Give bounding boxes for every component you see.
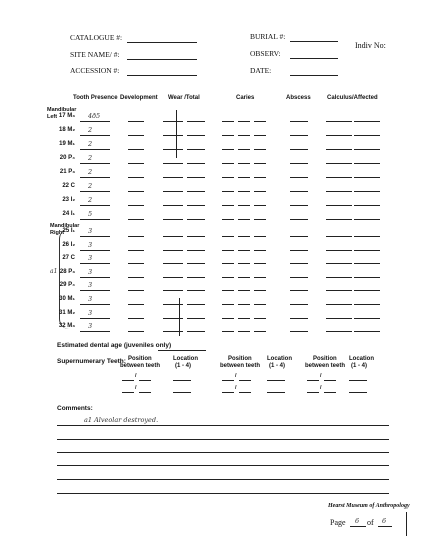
abscess-field[interactable]: [290, 177, 308, 178]
position-slash: /: [135, 385, 137, 391]
calculus-field-1[interactable]: [326, 219, 352, 220]
museum-name: Hearst Museum of Anthropology: [328, 503, 410, 509]
calculus-field-2[interactable]: [354, 331, 380, 332]
wear-field-1[interactable]: [163, 177, 183, 178]
calculus-field-2[interactable]: [354, 304, 380, 305]
caries-field-2[interactable]: [238, 121, 250, 122]
position-field-b[interactable]: [139, 380, 151, 381]
location-field[interactable]: [173, 392, 191, 393]
presence-value: 5: [88, 210, 93, 218]
tooth-label: 21 P₃: [59, 169, 75, 175]
caries-field-3[interactable]: [254, 177, 266, 178]
presence-field[interactable]: [80, 121, 110, 122]
development-field[interactable]: [128, 163, 144, 164]
development-field[interactable]: [128, 277, 144, 278]
position-slash: /: [320, 385, 322, 391]
location-field[interactable]: [267, 380, 285, 381]
presence-field[interactable]: [80, 277, 110, 278]
page-total-line: [378, 526, 392, 527]
wear-field-2[interactable]: [187, 277, 205, 278]
wear-divider: [176, 110, 177, 158]
presence-value: 3: [88, 227, 93, 235]
caries-field-3[interactable]: [254, 121, 266, 122]
tooth-label: 17 M₃: [58, 113, 75, 119]
presence-value: 3: [88, 322, 93, 331]
calculus-field-1[interactable]: [326, 177, 352, 178]
position-field-a[interactable]: [307, 380, 319, 381]
mandibular-left-label-2: Left: [47, 114, 58, 120]
development-field[interactable]: [128, 135, 144, 136]
position-slash: /: [235, 385, 237, 391]
caries-field-1[interactable]: [222, 163, 234, 164]
wear-field-1[interactable]: [163, 219, 183, 220]
presence-field[interactable]: [80, 331, 110, 332]
abscess-field[interactable]: [290, 236, 308, 237]
caries-field-1[interactable]: [222, 263, 234, 264]
presence-field[interactable]: [80, 318, 110, 319]
development-field[interactable]: [128, 205, 144, 206]
mandibular-right-label-1: Mandibular: [50, 223, 80, 229]
wear-field-1[interactable]: [163, 163, 183, 164]
caries-field-2[interactable]: [238, 177, 250, 178]
caries-field-1[interactable]: [222, 149, 234, 150]
abscess-field[interactable]: [290, 205, 308, 206]
col-calculus: Calculus/Affected: [327, 95, 378, 101]
wear-field-2[interactable]: [187, 177, 205, 178]
col-caries: Caries: [236, 95, 255, 101]
comment-line[interactable]: [57, 465, 389, 466]
location-label: Location: [267, 356, 292, 362]
col-abscess: Abscess: [286, 95, 311, 101]
burial-field[interactable]: [290, 41, 338, 42]
caries-field-3[interactable]: [254, 290, 266, 291]
abscess-field[interactable]: [290, 277, 308, 278]
calculus-field-1[interactable]: [326, 205, 352, 206]
caries-field-1[interactable]: [222, 177, 234, 178]
caries-field-2[interactable]: [238, 163, 250, 164]
location-label: Location: [173, 356, 198, 362]
position-sublabel: between teeth: [120, 363, 161, 369]
calculus-field-2[interactable]: [354, 205, 380, 206]
comment-line[interactable]: [57, 425, 389, 426]
presence-field[interactable]: [80, 191, 110, 192]
location-sublabel: (1 - 4): [351, 363, 368, 369]
caries-field-3[interactable]: [254, 263, 266, 264]
calculus-field-1[interactable]: [326, 149, 352, 150]
tooth-label: 25 I₁: [62, 228, 75, 234]
position-field-a[interactable]: [122, 392, 134, 393]
caries-field-1[interactable]: [222, 318, 234, 319]
calculus-field-2[interactable]: [354, 277, 380, 278]
wear-field-2[interactable]: [187, 236, 205, 237]
position-sublabel: between teeth: [305, 363, 346, 369]
location-sublabel: (1 - 4): [269, 363, 286, 369]
presence-value: 2: [88, 168, 93, 176]
position-slash: /: [235, 373, 237, 379]
of-label: of: [367, 518, 374, 527]
comments-label: Comments:: [57, 405, 93, 412]
tooth-label: 28 P₃: [59, 268, 75, 275]
calculus-field-1[interactable]: [326, 277, 352, 278]
caries-field-3[interactable]: [254, 149, 266, 150]
presence-field[interactable]: [80, 219, 110, 220]
date-label: DATE:: [250, 66, 272, 75]
presence-field[interactable]: [80, 177, 110, 178]
wear-field-2[interactable]: [187, 263, 205, 264]
presence-field[interactable]: [80, 135, 110, 136]
mandibular-right-label-2: Right: [50, 230, 65, 236]
comments-text: a1 Alveolar destroyed.: [84, 416, 159, 424]
position-field-b[interactable]: [139, 392, 151, 393]
mandibular-left-label-1: Mandibular: [47, 107, 77, 113]
caries-field-1[interactable]: [222, 205, 234, 206]
position-field-b[interactable]: [324, 392, 336, 393]
caries-field-2[interactable]: [238, 219, 250, 220]
position-label: Position: [313, 356, 337, 362]
position-label: Position: [228, 356, 252, 362]
caries-field-3[interactable]: [254, 191, 266, 192]
calculus-field-1[interactable]: [326, 121, 352, 122]
caries-field-1[interactable]: [222, 219, 234, 220]
location-field[interactable]: [349, 380, 367, 381]
abscess-field[interactable]: [290, 135, 308, 136]
caries-field-2[interactable]: [238, 135, 250, 136]
presence-field[interactable]: [80, 205, 110, 206]
presence-value: 3: [88, 308, 93, 317]
caries-field-2[interactable]: [238, 304, 250, 305]
page-num-line: [350, 526, 366, 527]
col-tooth-presence: Tooth Presence: [73, 95, 118, 101]
development-field[interactable]: [128, 219, 144, 220]
abscess-field[interactable]: [290, 331, 308, 332]
presence-value: 2: [88, 182, 93, 190]
abscess-field[interactable]: [290, 250, 308, 251]
date-field[interactable]: [290, 75, 338, 76]
wear-field-1[interactable]: [163, 121, 183, 122]
abscess-field[interactable]: [290, 219, 308, 220]
col-wear: Wear /Total: [168, 95, 200, 101]
caries-field-1[interactable]: [222, 304, 234, 305]
wear-field-1[interactable]: [163, 263, 183, 264]
wear-field-2[interactable]: [187, 250, 205, 251]
wear-field-2[interactable]: [187, 304, 205, 305]
estimated-age-label: Estimated dental age (juveniles only): [57, 342, 172, 349]
position-field-a[interactable]: [222, 380, 234, 381]
calculus-field-1[interactable]: [326, 304, 352, 305]
page-label: Page: [330, 518, 346, 527]
wear-field-1[interactable]: [163, 205, 183, 206]
position-slash: /: [320, 373, 322, 379]
tooth-label: 18 M₂: [58, 127, 75, 133]
presence-value: 3: [88, 254, 93, 263]
wear-field-2[interactable]: [187, 163, 205, 164]
comment-line[interactable]: [57, 479, 389, 480]
tooth-label: 31 M₂: [58, 309, 75, 316]
position-field-b[interactable]: [239, 380, 251, 381]
caries-field-2[interactable]: [238, 205, 250, 206]
caries-field-3[interactable]: [254, 219, 266, 220]
tooth-label: 20 P₄: [59, 155, 75, 161]
caries-field-1[interactable]: [222, 331, 234, 332]
position-sublabel: between teeth: [220, 363, 261, 369]
calculus-field-1[interactable]: [326, 250, 352, 251]
wear-field-1[interactable]: [163, 236, 183, 237]
calculus-field-1[interactable]: [326, 263, 352, 264]
position-field-a[interactable]: [307, 392, 319, 393]
calculus-field-2[interactable]: [354, 250, 380, 251]
calculus-field-1[interactable]: [326, 290, 352, 291]
caries-field-1[interactable]: [222, 236, 234, 237]
calculus-field-2[interactable]: [354, 191, 380, 192]
development-field[interactable]: [128, 331, 144, 332]
margin-mark: [406, 512, 407, 536]
calculus-field-2[interactable]: [354, 177, 380, 178]
presence-value: 3: [88, 295, 93, 303]
wear-field-2[interactable]: [187, 331, 205, 332]
wear-divider: [179, 298, 180, 336]
abscess-field[interactable]: [290, 149, 308, 150]
caries-field-2[interactable]: [238, 149, 250, 150]
presence-field[interactable]: [80, 149, 110, 150]
presence-value: 4ð5: [88, 112, 101, 120]
calculus-field-2[interactable]: [354, 121, 380, 122]
caries-field-1[interactable]: [222, 135, 234, 136]
abscess-field[interactable]: [290, 304, 308, 305]
presence-field[interactable]: [80, 163, 110, 164]
wear-field-1[interactable]: [163, 318, 183, 319]
calculus-field-2[interactable]: [354, 163, 380, 164]
position-slash: /: [135, 373, 137, 379]
tooth-label: 29 P₄: [59, 282, 75, 289]
tooth-label: 30 M₁: [59, 296, 75, 302]
wear-field-1[interactable]: [163, 191, 183, 192]
caries-field-1[interactable]: [222, 250, 234, 251]
wear-field-2[interactable]: [187, 191, 205, 192]
abscess-field[interactable]: [290, 263, 308, 264]
calculus-field-2[interactable]: [354, 263, 380, 264]
caries-field-1[interactable]: [222, 191, 234, 192]
wear-field-1[interactable]: [163, 290, 183, 291]
development-field[interactable]: [128, 149, 144, 150]
abscess-field[interactable]: [290, 318, 308, 319]
tooth-label: 32 M₃: [58, 323, 75, 330]
wear-field-1[interactable]: [163, 304, 183, 305]
abscess-field[interactable]: [290, 121, 308, 122]
calculus-field-2[interactable]: [354, 219, 380, 220]
calculus-field-1[interactable]: [326, 163, 352, 164]
abscess-field[interactable]: [290, 290, 308, 291]
tooth-label: 26 I₂: [62, 241, 75, 248]
accession-label: ACCESSION #:: [70, 66, 120, 75]
wear-field-1[interactable]: [163, 331, 183, 332]
tooth-label: 24 I₁: [62, 211, 75, 217]
wear-field-2[interactable]: [187, 149, 205, 150]
tooth-label: 22 C: [62, 183, 75, 189]
wear-field-1[interactable]: [163, 135, 183, 136]
calculus-field-1[interactable]: [326, 331, 352, 332]
site-field[interactable]: [127, 59, 197, 60]
presence-field[interactable]: [80, 290, 110, 291]
presence-field[interactable]: [80, 250, 110, 251]
development-field[interactable]: [128, 236, 144, 237]
tooth-label: 23 I₂: [62, 197, 75, 203]
presence-value: 2: [88, 196, 93, 204]
caries-field-3[interactable]: [254, 205, 266, 206]
location-field[interactable]: [349, 392, 367, 393]
site-label: SITE NAME/ #:: [70, 50, 120, 59]
position-field-b[interactable]: [239, 392, 251, 393]
wear-field-2[interactable]: [187, 219, 205, 220]
development-field[interactable]: [128, 191, 144, 192]
location-field[interactable]: [173, 380, 191, 381]
presence-value: 3: [88, 267, 93, 276]
observ-field[interactable]: [290, 58, 338, 59]
caries-field-2[interactable]: [238, 236, 250, 237]
right-side-note: a1: [50, 268, 58, 275]
tooth-label: 27 C: [62, 255, 75, 262]
caries-field-3[interactable]: [254, 236, 266, 237]
wear-field-1[interactable]: [163, 149, 183, 150]
wear-field-2[interactable]: [187, 318, 205, 319]
caries-field-2[interactable]: [238, 331, 250, 332]
caries-field-1[interactable]: [222, 121, 234, 122]
development-field[interactable]: [128, 121, 144, 122]
col-development: Development: [120, 95, 158, 101]
caries-field-3[interactable]: [254, 318, 266, 319]
wear-field-2[interactable]: [187, 205, 205, 206]
presence-field[interactable]: [80, 263, 110, 264]
development-field[interactable]: [128, 304, 144, 305]
catalogue-field[interactable]: [127, 42, 197, 43]
development-field[interactable]: [128, 250, 144, 251]
location-field[interactable]: [267, 392, 285, 393]
calculus-field-1[interactable]: [326, 135, 352, 136]
abscess-field[interactable]: [290, 163, 308, 164]
presence-value: 3: [88, 240, 93, 249]
presence-value: 2: [88, 126, 93, 134]
calculus-field-1[interactable]: [326, 191, 352, 192]
position-field-a[interactable]: [222, 392, 234, 393]
calculus-field-2[interactable]: [354, 135, 380, 136]
accession-field[interactable]: [127, 75, 197, 76]
burial-label: BURIAL #:: [250, 32, 286, 41]
calculus-field-2[interactable]: [354, 290, 380, 291]
indiv-label: Indiv No:: [355, 41, 386, 50]
presence-field[interactable]: [80, 304, 110, 305]
caries-field-3[interactable]: [254, 304, 266, 305]
comment-line[interactable]: [57, 493, 389, 494]
caries-field-1[interactable]: [222, 290, 234, 291]
comment-line[interactable]: [57, 452, 389, 453]
presence-field[interactable]: [80, 236, 110, 237]
position-label: Position: [128, 356, 152, 362]
caries-field-2[interactable]: [238, 318, 250, 319]
presence-value: 2: [88, 154, 93, 162]
wear-field-2[interactable]: [187, 290, 205, 291]
observ-label: OBSERV:: [250, 49, 281, 58]
wear-field-1[interactable]: [163, 250, 183, 251]
calculus-field-2[interactable]: [354, 318, 380, 319]
calculus-field-2[interactable]: [354, 236, 380, 237]
caries-field-3[interactable]: [254, 277, 266, 278]
caries-field-2[interactable]: [238, 191, 250, 192]
calculus-field-1[interactable]: [326, 236, 352, 237]
development-field[interactable]: [128, 263, 144, 264]
wear-field-2[interactable]: [187, 121, 205, 122]
wear-field-1[interactable]: [163, 277, 183, 278]
caries-field-2[interactable]: [238, 250, 250, 251]
calculus-field-2[interactable]: [354, 149, 380, 150]
caries-field-2[interactable]: [238, 263, 250, 264]
presence-value: 2: [88, 140, 93, 148]
caries-field-1[interactable]: [222, 277, 234, 278]
page-total: 6: [382, 517, 387, 525]
development-field[interactable]: [128, 177, 144, 178]
caries-field-3[interactable]: [254, 250, 266, 251]
supernumerary-label: Supernumerary Teeth:: [57, 358, 126, 365]
position-field-a[interactable]: [122, 380, 134, 381]
page-num: 6: [355, 517, 360, 525]
caries-field-2[interactable]: [238, 277, 250, 278]
presence-value: 3: [88, 281, 93, 290]
tooth-label: 19 M₁: [59, 141, 75, 147]
abscess-field[interactable]: [290, 191, 308, 192]
development-field[interactable]: [128, 318, 144, 319]
estimated-age-field[interactable]: [158, 350, 206, 351]
caries-field-3[interactable]: [254, 163, 266, 164]
caries-field-3[interactable]: [254, 331, 266, 332]
location-label: Location: [349, 356, 374, 362]
wear-field-2[interactable]: [187, 135, 205, 136]
caries-field-2[interactable]: [238, 290, 250, 291]
catalogue-label: CATALOGUE #:: [70, 33, 123, 42]
calculus-field-1[interactable]: [326, 318, 352, 319]
comment-line[interactable]: [57, 439, 389, 440]
development-field[interactable]: [128, 290, 144, 291]
position-field-b[interactable]: [324, 380, 336, 381]
caries-field-3[interactable]: [254, 135, 266, 136]
location-sublabel: (1 - 4): [175, 363, 192, 369]
